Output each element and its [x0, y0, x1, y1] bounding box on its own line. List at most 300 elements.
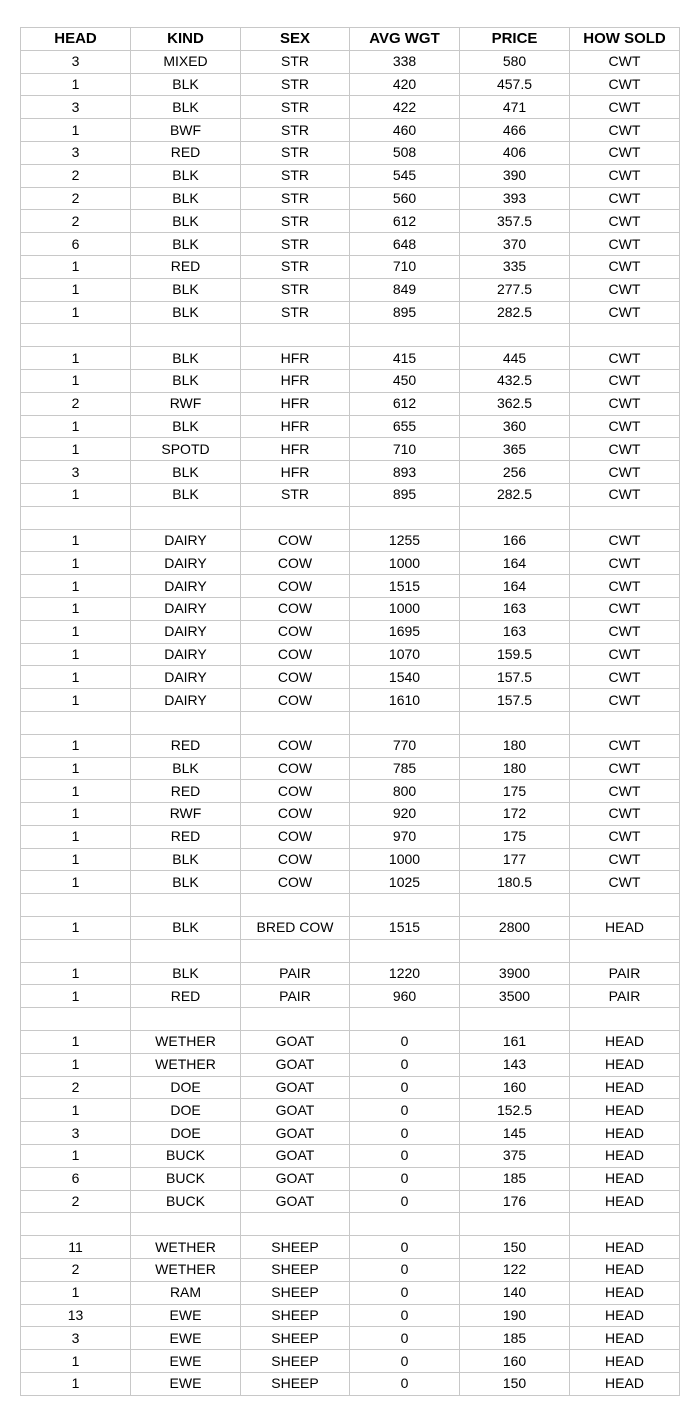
- kind-cell: RWF: [131, 803, 241, 826]
- avg-wgt-cell: 0: [350, 1145, 460, 1168]
- sex-cell: SHEEP: [241, 1259, 350, 1282]
- kind-cell: EWE: [131, 1350, 241, 1373]
- price-cell: 160: [460, 1076, 570, 1099]
- head-cell: 2: [21, 1259, 131, 1282]
- how-sold-cell: CWT: [570, 848, 680, 871]
- table-row: [21, 985, 680, 1008]
- table-row: [21, 1145, 680, 1168]
- how-sold-cell: CWT: [570, 347, 680, 370]
- kind-cell: RAM: [131, 1281, 241, 1304]
- head-cell: [21, 324, 131, 347]
- sex-cell: COW: [241, 848, 350, 871]
- head-cell: 1: [21, 803, 131, 826]
- sex-cell: HFR: [241, 415, 350, 438]
- kind-cell: BLK: [131, 187, 241, 210]
- avg-wgt-cell: 420: [350, 73, 460, 96]
- sex-cell: COW: [241, 529, 350, 552]
- table-row: [21, 757, 680, 780]
- table-row: [21, 825, 680, 848]
- avg-wgt-cell: [350, 1008, 460, 1031]
- sex-cell: STR: [241, 301, 350, 324]
- price-cell: 406: [460, 141, 570, 164]
- how-sold-cell: CWT: [570, 50, 680, 73]
- sex-cell: PAIR: [241, 985, 350, 1008]
- avg-wgt-cell: [350, 1213, 460, 1236]
- head-cell: 1: [21, 1053, 131, 1076]
- avg-wgt-cell: 0: [350, 1327, 460, 1350]
- how-sold-cell: CWT: [570, 734, 680, 757]
- sex-cell: [241, 711, 350, 734]
- sex-cell: STR: [241, 73, 350, 96]
- how-sold-cell: [570, 894, 680, 917]
- table-row: [21, 438, 680, 461]
- table-row: [21, 1053, 680, 1076]
- table-row-spacer: [21, 1213, 680, 1236]
- table-row: [21, 1167, 680, 1190]
- price-cell: 466: [460, 119, 570, 142]
- sex-cell: HFR: [241, 461, 350, 484]
- avg-wgt-cell: 710: [350, 255, 460, 278]
- head-cell: 1: [21, 347, 131, 370]
- price-cell: 172: [460, 803, 570, 826]
- sex-cell: GOAT: [241, 1031, 350, 1054]
- kind-cell: SPOTD: [131, 438, 241, 461]
- sex-cell: COW: [241, 575, 350, 598]
- kind-cell: BLK: [131, 848, 241, 871]
- head-cell: 1: [21, 917, 131, 940]
- how-sold-cell: [570, 324, 680, 347]
- sex-cell: [241, 506, 350, 529]
- sex-cell: COW: [241, 780, 350, 803]
- how-sold-cell: CWT: [570, 757, 680, 780]
- sex-cell: BRED COW: [241, 917, 350, 940]
- head-cell: 1: [21, 301, 131, 324]
- table-row-spacer: [21, 894, 680, 917]
- head-cell: [21, 939, 131, 962]
- kind-cell: [131, 939, 241, 962]
- how-sold-cell: CWT: [570, 187, 680, 210]
- sex-cell: COW: [241, 825, 350, 848]
- how-sold-cell: PAIR: [570, 985, 680, 1008]
- head-cell: 11: [21, 1236, 131, 1259]
- sex-cell: GOAT: [241, 1076, 350, 1099]
- table-row: [21, 415, 680, 438]
- table-row: [21, 141, 680, 164]
- how-sold-cell: HEAD: [570, 1122, 680, 1145]
- price-cell: 282.5: [460, 483, 570, 506]
- head-cell: 1: [21, 438, 131, 461]
- sex-cell: SHEEP: [241, 1327, 350, 1350]
- table-row: [21, 1327, 680, 1350]
- head-cell: 1: [21, 780, 131, 803]
- avg-wgt-cell: 612: [350, 210, 460, 233]
- table-row: [21, 483, 680, 506]
- price-cell: [460, 939, 570, 962]
- sex-cell: COW: [241, 803, 350, 826]
- avg-wgt-cell: 849: [350, 278, 460, 301]
- sex-cell: SHEEP: [241, 1373, 350, 1396]
- price-cell: [460, 324, 570, 347]
- how-sold-cell: PAIR: [570, 962, 680, 985]
- head-cell: [21, 1008, 131, 1031]
- head-cell: 1: [21, 848, 131, 871]
- table-row: [21, 392, 680, 415]
- kind-cell: DOE: [131, 1099, 241, 1122]
- head-cell: 1: [21, 278, 131, 301]
- sex-cell: STR: [241, 187, 350, 210]
- how-sold-cell: HEAD: [570, 917, 680, 940]
- how-sold-cell: HEAD: [570, 1373, 680, 1396]
- kind-cell: BUCK: [131, 1145, 241, 1168]
- how-sold-cell: CWT: [570, 255, 680, 278]
- table-row: [21, 689, 680, 712]
- head-cell: [21, 1213, 131, 1236]
- avg-wgt-cell: 0: [350, 1053, 460, 1076]
- price-cell: 152.5: [460, 1099, 570, 1122]
- price-cell: 163: [460, 620, 570, 643]
- head-cell: 1: [21, 369, 131, 392]
- avg-wgt-cell: 710: [350, 438, 460, 461]
- kind-cell: DAIRY: [131, 529, 241, 552]
- avg-wgt-cell: 415: [350, 347, 460, 370]
- sex-cell: COW: [241, 871, 350, 894]
- table-row: [21, 164, 680, 187]
- table-row-spacer: [21, 1008, 680, 1031]
- table-row: [21, 278, 680, 301]
- avg-wgt-cell: 1025: [350, 871, 460, 894]
- kind-cell: RED: [131, 780, 241, 803]
- avg-wgt-cell: 450: [350, 369, 460, 392]
- how-sold-cell: CWT: [570, 415, 680, 438]
- how-sold-cell: CWT: [570, 301, 680, 324]
- sex-cell: [241, 894, 350, 917]
- kind-cell: RED: [131, 985, 241, 1008]
- how-sold-cell: CWT: [570, 141, 680, 164]
- how-sold-cell: CWT: [570, 529, 680, 552]
- table-row: [21, 187, 680, 210]
- price-cell: 163: [460, 597, 570, 620]
- sex-cell: HFR: [241, 438, 350, 461]
- kind-cell: BUCK: [131, 1190, 241, 1213]
- avg-wgt-cell: 1000: [350, 597, 460, 620]
- kind-cell: BLK: [131, 301, 241, 324]
- price-cell: 432.5: [460, 369, 570, 392]
- head-cell: 1: [21, 1099, 131, 1122]
- head-cell: [21, 506, 131, 529]
- column-header-head: HEAD: [21, 28, 131, 51]
- how-sold-cell: CWT: [570, 392, 680, 415]
- avg-wgt-cell: 460: [350, 119, 460, 142]
- sale-results-sheet: [20, 27, 679, 1396]
- price-cell: 335: [460, 255, 570, 278]
- price-cell: 180: [460, 757, 570, 780]
- price-cell: 580: [460, 50, 570, 73]
- kind-cell: WETHER: [131, 1053, 241, 1076]
- how-sold-cell: [570, 1213, 680, 1236]
- sex-cell: COW: [241, 552, 350, 575]
- sale-results-table: [20, 27, 680, 1396]
- how-sold-cell: CWT: [570, 825, 680, 848]
- avg-wgt-cell: [350, 939, 460, 962]
- how-sold-cell: CWT: [570, 666, 680, 689]
- sex-cell: STR: [241, 141, 350, 164]
- kind-cell: DAIRY: [131, 575, 241, 598]
- price-cell: 185: [460, 1167, 570, 1190]
- table-row: [21, 643, 680, 666]
- price-cell: 122: [460, 1259, 570, 1282]
- how-sold-cell: CWT: [570, 871, 680, 894]
- sex-cell: STR: [241, 483, 350, 506]
- how-sold-cell: CWT: [570, 620, 680, 643]
- table-row: [21, 50, 680, 73]
- kind-cell: EWE: [131, 1327, 241, 1350]
- table-row: [21, 848, 680, 871]
- head-cell: 3: [21, 96, 131, 119]
- price-cell: [460, 894, 570, 917]
- table-row: [21, 734, 680, 757]
- avg-wgt-cell: 648: [350, 233, 460, 256]
- avg-wgt-cell: 1000: [350, 552, 460, 575]
- avg-wgt-cell: 422: [350, 96, 460, 119]
- price-cell: 176: [460, 1190, 570, 1213]
- head-cell: 1: [21, 757, 131, 780]
- column-header-sex: SEX: [241, 28, 350, 51]
- kind-cell: RED: [131, 825, 241, 848]
- head-cell: 1: [21, 871, 131, 894]
- sex-cell: STR: [241, 96, 350, 119]
- sex-cell: STR: [241, 255, 350, 278]
- sex-cell: GOAT: [241, 1145, 350, 1168]
- kind-cell: RED: [131, 734, 241, 757]
- table-row: [21, 962, 680, 985]
- avg-wgt-cell: 960: [350, 985, 460, 1008]
- sex-cell: [241, 1008, 350, 1031]
- how-sold-cell: [570, 939, 680, 962]
- table-row: [21, 1259, 680, 1282]
- head-cell: 2: [21, 187, 131, 210]
- how-sold-cell: CWT: [570, 119, 680, 142]
- head-cell: 2: [21, 392, 131, 415]
- sex-cell: SHEEP: [241, 1304, 350, 1327]
- sex-cell: STR: [241, 50, 350, 73]
- head-cell: 6: [21, 1167, 131, 1190]
- avg-wgt-cell: 893: [350, 461, 460, 484]
- avg-wgt-cell: 1695: [350, 620, 460, 643]
- table-row: [21, 1350, 680, 1373]
- head-cell: 1: [21, 575, 131, 598]
- column-header-avg-wgt: AVG WGT: [350, 28, 460, 51]
- kind-cell: DAIRY: [131, 666, 241, 689]
- how-sold-cell: HEAD: [570, 1236, 680, 1259]
- avg-wgt-cell: 895: [350, 301, 460, 324]
- kind-cell: RED: [131, 255, 241, 278]
- how-sold-cell: CWT: [570, 96, 680, 119]
- how-sold-cell: CWT: [570, 438, 680, 461]
- price-cell: 180: [460, 734, 570, 757]
- head-cell: 1: [21, 825, 131, 848]
- column-header-kind: KIND: [131, 28, 241, 51]
- sex-cell: [241, 939, 350, 962]
- sex-cell: HFR: [241, 392, 350, 415]
- head-cell: 3: [21, 141, 131, 164]
- head-cell: 1: [21, 1373, 131, 1396]
- kind-cell: [131, 711, 241, 734]
- price-cell: 471: [460, 96, 570, 119]
- head-cell: 1: [21, 73, 131, 96]
- kind-cell: DAIRY: [131, 552, 241, 575]
- kind-cell: MIXED: [131, 50, 241, 73]
- how-sold-cell: HEAD: [570, 1053, 680, 1076]
- how-sold-cell: HEAD: [570, 1259, 680, 1282]
- price-cell: 164: [460, 552, 570, 575]
- kind-cell: BLK: [131, 483, 241, 506]
- avg-wgt-cell: 0: [350, 1304, 460, 1327]
- table-row: [21, 529, 680, 552]
- avg-wgt-cell: 612: [350, 392, 460, 415]
- kind-cell: BLK: [131, 917, 241, 940]
- sex-cell: STR: [241, 164, 350, 187]
- kind-cell: BLK: [131, 73, 241, 96]
- sex-cell: GOAT: [241, 1122, 350, 1145]
- how-sold-cell: CWT: [570, 164, 680, 187]
- how-sold-cell: CWT: [570, 575, 680, 598]
- price-cell: 362.5: [460, 392, 570, 415]
- sex-cell: HFR: [241, 369, 350, 392]
- kind-cell: EWE: [131, 1304, 241, 1327]
- price-cell: 180.5: [460, 871, 570, 894]
- head-cell: 2: [21, 164, 131, 187]
- kind-cell: RED: [131, 141, 241, 164]
- sex-cell: COW: [241, 734, 350, 757]
- table-row: [21, 73, 680, 96]
- avg-wgt-cell: 338: [350, 50, 460, 73]
- price-cell: 140: [460, 1281, 570, 1304]
- table-row: [21, 461, 680, 484]
- avg-wgt-cell: 1540: [350, 666, 460, 689]
- kind-cell: [131, 506, 241, 529]
- how-sold-cell: HEAD: [570, 1076, 680, 1099]
- kind-cell: BLK: [131, 415, 241, 438]
- sex-cell: COW: [241, 597, 350, 620]
- how-sold-cell: HEAD: [570, 1304, 680, 1327]
- avg-wgt-cell: 0: [350, 1350, 460, 1373]
- avg-wgt-cell: 0: [350, 1122, 460, 1145]
- how-sold-cell: HEAD: [570, 1145, 680, 1168]
- head-cell: [21, 894, 131, 917]
- price-cell: [460, 1213, 570, 1236]
- how-sold-cell: CWT: [570, 780, 680, 803]
- kind-cell: DAIRY: [131, 620, 241, 643]
- avg-wgt-cell: 970: [350, 825, 460, 848]
- avg-wgt-cell: 1255: [350, 529, 460, 552]
- how-sold-cell: CWT: [570, 689, 680, 712]
- head-cell: 2: [21, 1190, 131, 1213]
- avg-wgt-cell: 895: [350, 483, 460, 506]
- how-sold-cell: [570, 1008, 680, 1031]
- how-sold-cell: CWT: [570, 552, 680, 575]
- sex-cell: COW: [241, 643, 350, 666]
- avg-wgt-cell: 1515: [350, 917, 460, 940]
- kind-cell: EWE: [131, 1373, 241, 1396]
- table-row: [21, 1304, 680, 1327]
- head-cell: 1: [21, 483, 131, 506]
- header-row: [21, 28, 680, 51]
- table-row: [21, 119, 680, 142]
- avg-wgt-cell: 508: [350, 141, 460, 164]
- table-row: [21, 233, 680, 256]
- sex-cell: SHEEP: [241, 1350, 350, 1373]
- head-cell: 1: [21, 620, 131, 643]
- price-cell: 150: [460, 1373, 570, 1396]
- table-row: [21, 369, 680, 392]
- head-cell: 1: [21, 529, 131, 552]
- avg-wgt-cell: [350, 894, 460, 917]
- kind-cell: DAIRY: [131, 689, 241, 712]
- kind-cell: WETHER: [131, 1259, 241, 1282]
- sex-cell: COW: [241, 689, 350, 712]
- head-cell: 2: [21, 1076, 131, 1099]
- avg-wgt-cell: 0: [350, 1236, 460, 1259]
- head-cell: 2: [21, 210, 131, 233]
- how-sold-cell: CWT: [570, 597, 680, 620]
- price-cell: 185: [460, 1327, 570, 1350]
- price-cell: 256: [460, 461, 570, 484]
- table-body: [21, 50, 680, 1395]
- avg-wgt-cell: [350, 324, 460, 347]
- kind-cell: BLK: [131, 962, 241, 985]
- table-row: [21, 552, 680, 575]
- table-header: [21, 28, 680, 51]
- table-row: [21, 1099, 680, 1122]
- price-cell: 445: [460, 347, 570, 370]
- price-cell: 164: [460, 575, 570, 598]
- how-sold-cell: HEAD: [570, 1167, 680, 1190]
- sex-cell: STR: [241, 210, 350, 233]
- column-header-price: PRICE: [460, 28, 570, 51]
- head-cell: 1: [21, 1281, 131, 1304]
- table-row: [21, 666, 680, 689]
- table-row-spacer: [21, 711, 680, 734]
- sex-cell: GOAT: [241, 1190, 350, 1213]
- head-cell: 1: [21, 1031, 131, 1054]
- sex-cell: PAIR: [241, 962, 350, 985]
- kind-cell: DAIRY: [131, 643, 241, 666]
- how-sold-cell: CWT: [570, 278, 680, 301]
- price-cell: [460, 506, 570, 529]
- kind-cell: BLK: [131, 278, 241, 301]
- price-cell: 143: [460, 1053, 570, 1076]
- head-cell: 1: [21, 415, 131, 438]
- avg-wgt-cell: 0: [350, 1031, 460, 1054]
- table-row: [21, 1190, 680, 1213]
- sex-cell: GOAT: [241, 1099, 350, 1122]
- avg-wgt-cell: 785: [350, 757, 460, 780]
- price-cell: 365: [460, 438, 570, 461]
- price-cell: 457.5: [460, 73, 570, 96]
- table-row-spacer: [21, 324, 680, 347]
- price-cell: 393: [460, 187, 570, 210]
- price-cell: 277.5: [460, 278, 570, 301]
- price-cell: 175: [460, 825, 570, 848]
- kind-cell: [131, 1213, 241, 1236]
- table-row: [21, 803, 680, 826]
- avg-wgt-cell: 0: [350, 1259, 460, 1282]
- price-cell: 160: [460, 1350, 570, 1373]
- head-cell: 3: [21, 1122, 131, 1145]
- how-sold-cell: CWT: [570, 483, 680, 506]
- head-cell: 3: [21, 461, 131, 484]
- kind-cell: BLK: [131, 233, 241, 256]
